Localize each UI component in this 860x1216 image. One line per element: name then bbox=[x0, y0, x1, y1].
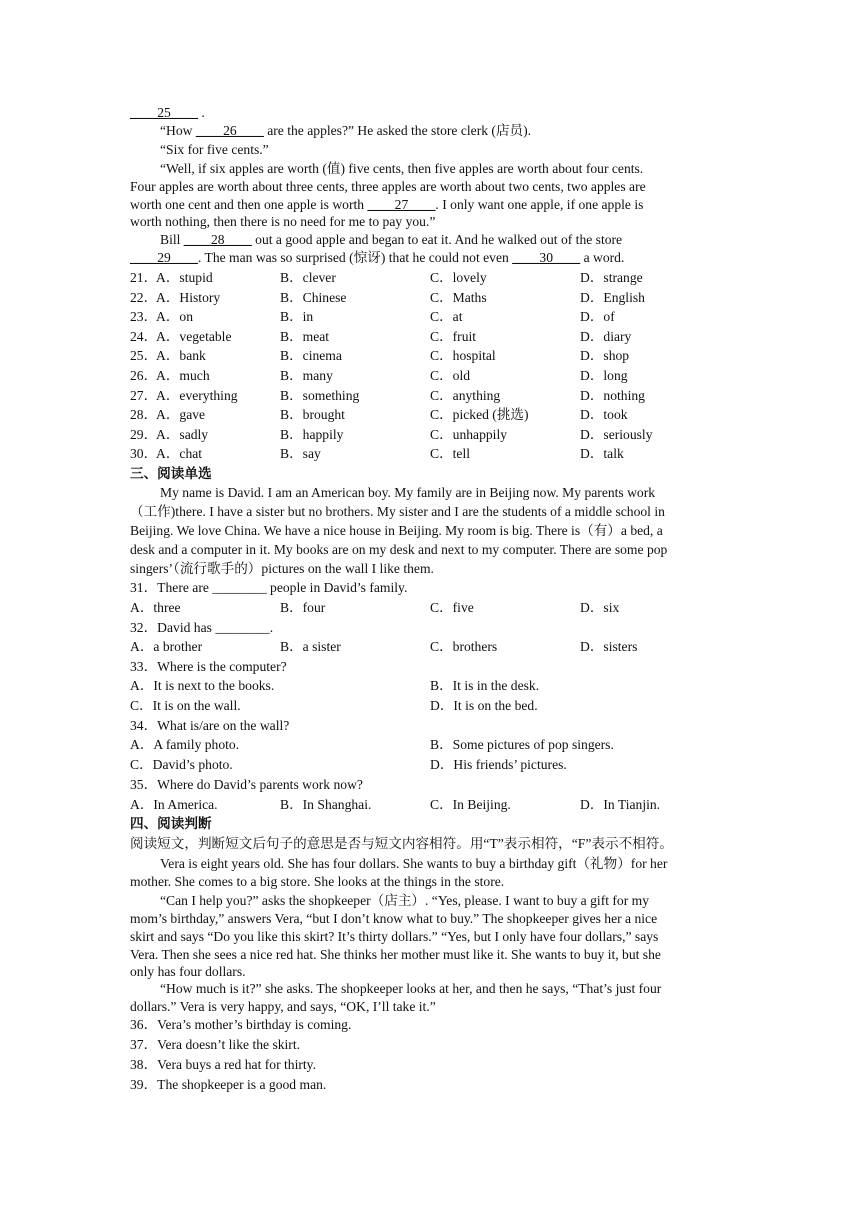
q34-option-c[interactable]: C．David’s photo. bbox=[130, 757, 233, 772]
cloze-option-d[interactable]: D．strange bbox=[580, 270, 643, 285]
blank-27: ____27____ bbox=[367, 197, 436, 212]
cloze-option-c[interactable]: C．hospital bbox=[430, 348, 496, 364]
cloze-option-b[interactable]: B．happily bbox=[280, 426, 344, 442]
statement-36: 36．Vera’s mother’s birthday is coming. bbox=[130, 1017, 352, 1032]
q32-option-d[interactable]: D．sisters bbox=[580, 639, 638, 654]
blank-26: ____26____ bbox=[195, 123, 264, 138]
cloze-option-b[interactable]: B．meat bbox=[280, 328, 330, 344]
cloze-option-a[interactable]: A．History bbox=[156, 289, 221, 305]
cloze-option-b[interactable]: B．cinema bbox=[280, 348, 342, 364]
q33-option-b[interactable]: B．It is in the desk. bbox=[430, 678, 540, 693]
q31-stem: 31．There are ________ people in David’s family. bbox=[130, 580, 408, 595]
cloze-option-d[interactable]: D．nothing bbox=[580, 387, 645, 403]
cloze-option-c[interactable]: C．old bbox=[430, 368, 471, 383]
cloze-line-5: Four apples are worth about three cents, three apples are worth about two cents, two apples are bbox=[130, 179, 646, 194]
s4-passage-line-4: mom’s birthday,” answers Vera, “but I don’t know what to buy.” The shopkeeper gives her a nice bbox=[130, 911, 658, 926]
q33-stem: 33．Where is the computer? bbox=[130, 659, 287, 674]
blank-28: ____28____ bbox=[183, 232, 252, 247]
q35-option-a[interactable]: A．In America. bbox=[130, 797, 218, 812]
cloze-option-d[interactable]: D．took bbox=[580, 407, 628, 423]
section-4-heading: 四、阅读判断 bbox=[130, 816, 212, 831]
cloze-line-1: ____25____ . bbox=[130, 105, 205, 120]
cloze-option-c[interactable]: C．picked (挑选) bbox=[430, 407, 529, 423]
statement-37: 37．Vera doesn’t like the skirt. bbox=[130, 1037, 301, 1052]
q32-option-a[interactable]: A．a brother bbox=[130, 639, 203, 654]
q32-stem: 32．David has ________. bbox=[130, 620, 274, 635]
cloze-question-number: 26． bbox=[130, 368, 158, 383]
section-3-heading: 三、阅读单选 bbox=[130, 466, 212, 481]
q34-option-b[interactable]: B．Some pictures of pop singers. bbox=[430, 737, 614, 752]
blank-30: ____30____ bbox=[512, 250, 581, 265]
cloze-line-8: Bill ____28____ out a good apple and began to eat it. And he walked out of the store bbox=[160, 232, 623, 247]
q31-option-a[interactable]: A．three bbox=[130, 600, 181, 615]
cloze-option-a[interactable]: A．much bbox=[156, 368, 210, 383]
q31-option-d[interactable]: D．six bbox=[580, 600, 620, 615]
cloze-option-d[interactable]: D．of bbox=[580, 309, 615, 325]
s4-passage-line-6: Vera. Then she sees a nice red hat. She thinks her mother must like it. She wants to buy it, but she bbox=[130, 947, 661, 962]
cloze-option-b[interactable]: B．many bbox=[280, 368, 333, 383]
s3-passage-line-2: （工作)there. I have a sister but no brothers. My sister and I are the students of a middle school in bbox=[130, 504, 665, 519]
cloze-option-a[interactable]: A．vegetable bbox=[156, 328, 232, 344]
cloze-option-b[interactable]: B．clever bbox=[280, 270, 336, 285]
q34-option-a[interactable]: A．A family photo. bbox=[130, 737, 240, 752]
cloze-line-3: “Six for five cents.” bbox=[160, 142, 269, 157]
q34-stem: 34．What is/are on the wall? bbox=[130, 718, 290, 733]
cloze-option-c[interactable]: C．Maths bbox=[430, 289, 487, 305]
q35-stem: 35．Where do David’s parents work now? bbox=[130, 777, 363, 792]
s4-passage-line-8: “How much is it?” she asks. The shopkeeper looks at her, and then he says, “That’s just four bbox=[160, 981, 662, 996]
q32-option-b[interactable]: B．a sister bbox=[280, 639, 341, 654]
q33-option-a[interactable]: A．It is next to the books. bbox=[130, 678, 275, 693]
s4-passage-line-5: skirt and says “Do you like this skirt? It’s thirty dollars.” “Yes, but I only have four dollars,” says bbox=[130, 929, 659, 944]
q33-option-c[interactable]: C．It is on the wall. bbox=[130, 698, 241, 713]
cloze-question-number: 28． bbox=[130, 407, 158, 423]
cloze-question-number: 30． bbox=[130, 446, 158, 462]
q31-option-c[interactable]: C．five bbox=[430, 600, 474, 615]
blank-25: ____25____ bbox=[130, 105, 198, 120]
cloze-option-a[interactable]: A．everything bbox=[156, 387, 238, 403]
s3-passage-line-3: Beijing. We love China. We have a nice house in Beijing. My room is big. There is（有）a bed, a bbox=[130, 523, 663, 538]
statement-39: 39．The shopkeeper is a good man. bbox=[130, 1077, 327, 1092]
cloze-line-6: worth one cent and then one apple is worth ____27____. I only want one apple, if one apple is bbox=[130, 197, 644, 212]
cloze-question-number: 22． bbox=[130, 289, 158, 305]
cloze-option-a[interactable]: A．stupid bbox=[156, 270, 213, 285]
cloze-option-c[interactable]: C．tell bbox=[430, 446, 471, 462]
q33-option-d[interactable]: D．It is on the bed. bbox=[430, 698, 538, 713]
s3-passage-line-5: singers’（流行歌手的）pictures on the wall I like them. bbox=[130, 561, 434, 576]
cloze-option-c[interactable]: C．at bbox=[430, 309, 463, 325]
q35-option-c[interactable]: C．In Beijing. bbox=[430, 797, 511, 812]
cloze-option-a[interactable]: A．chat bbox=[156, 446, 203, 462]
s4-passage-line-2: mother. She comes to a big store. She looks at the things in the store. bbox=[130, 874, 505, 889]
s4-passage-line-9: dollars.” Vera is very happy, and says, “OK, I’ll take it.” bbox=[130, 999, 436, 1014]
cloze-option-d[interactable]: D．diary bbox=[580, 328, 632, 344]
cloze-option-d[interactable]: D．English bbox=[580, 289, 645, 305]
cloze-line-7: worth nothing, then there is no need for me to pay you.” bbox=[130, 214, 436, 229]
q31-option-b[interactable]: B．four bbox=[280, 600, 326, 615]
cloze-question-number: 21． bbox=[130, 270, 158, 285]
cloze-line-4: “Well, if six apples are worth (值) five cents, then five apples are worth about four cents. bbox=[160, 161, 644, 176]
cloze-option-b[interactable]: B．something bbox=[280, 387, 360, 403]
q35-option-d[interactable]: D．In Tianjin. bbox=[580, 797, 661, 812]
cloze-question-number: 29． bbox=[130, 426, 158, 442]
s4-passage-line-3: “Can I help you?” asks the shopkeeper（店主）. “Yes, please. I want to buy a gift for my bbox=[160, 893, 650, 908]
cloze-option-a[interactable]: A．on bbox=[156, 309, 194, 325]
cloze-option-c[interactable]: C．anything bbox=[430, 387, 501, 403]
cloze-line-2: “How ____26____ are the apples?” He asked the store clerk (店员). bbox=[160, 123, 532, 138]
cloze-question-number: 23． bbox=[130, 309, 158, 325]
cloze-option-c[interactable]: C．fruit bbox=[430, 328, 477, 344]
cloze-option-d[interactable]: D．seriously bbox=[580, 426, 653, 442]
s3-passage-line-4: desk and a computer in it. My books are on my desk and next to my computer. There are some pop bbox=[130, 542, 668, 557]
cloze-option-d[interactable]: D．talk bbox=[580, 446, 624, 462]
q34-option-d[interactable]: D．His friends’ pictures. bbox=[430, 757, 567, 772]
cloze-option-d[interactable]: D．long bbox=[580, 368, 628, 383]
cloze-option-c[interactable]: C．lovely bbox=[430, 270, 487, 285]
s4-passage-line-1: Vera is eight years old. She has four dollars. She wants to buy a birthday gift（礼物）for her bbox=[160, 856, 668, 871]
cloze-option-b[interactable]: B．say bbox=[280, 446, 321, 462]
cloze-option-b[interactable]: B．in bbox=[280, 309, 314, 325]
q32-option-c[interactable]: C．brothers bbox=[430, 639, 498, 654]
cloze-option-b[interactable]: B．Chinese bbox=[280, 289, 347, 305]
cloze-question-number: 25． bbox=[130, 348, 158, 364]
cloze-option-a[interactable]: A．bank bbox=[156, 348, 206, 364]
cloze-question-number: 24． bbox=[130, 328, 158, 344]
cloze-question-number: 27． bbox=[130, 387, 158, 403]
cloze-option-a[interactable]: A．sadly bbox=[156, 426, 209, 442]
s4-passage-line-7: only has four dollars. bbox=[130, 964, 246, 979]
cloze-option-c[interactable]: C．unhappily bbox=[430, 426, 508, 442]
cloze-line-9: ____29____. The man was so surprised (惊讶) that he could not even ____30____ a word. bbox=[130, 250, 625, 265]
q35-option-b[interactable]: B．In Shanghai. bbox=[280, 797, 372, 812]
cloze-option-d[interactable]: D．shop bbox=[580, 348, 630, 364]
statement-38: 38．Vera buys a red hat for thirty. bbox=[130, 1057, 316, 1072]
blank-29: ____29____ bbox=[130, 250, 198, 265]
cloze-option-b[interactable]: B．brought bbox=[280, 407, 345, 423]
s4-instruction: 阅读短文，判断短文后句子的意思是否与短文内容相符。用“T”表示相符，“F”表示不相符。 bbox=[130, 836, 673, 851]
cloze-option-a[interactable]: A．gave bbox=[156, 407, 206, 423]
s3-passage-line-1: My name is David. I am an American boy. My family are in Beijing now. My parents work bbox=[160, 485, 656, 500]
